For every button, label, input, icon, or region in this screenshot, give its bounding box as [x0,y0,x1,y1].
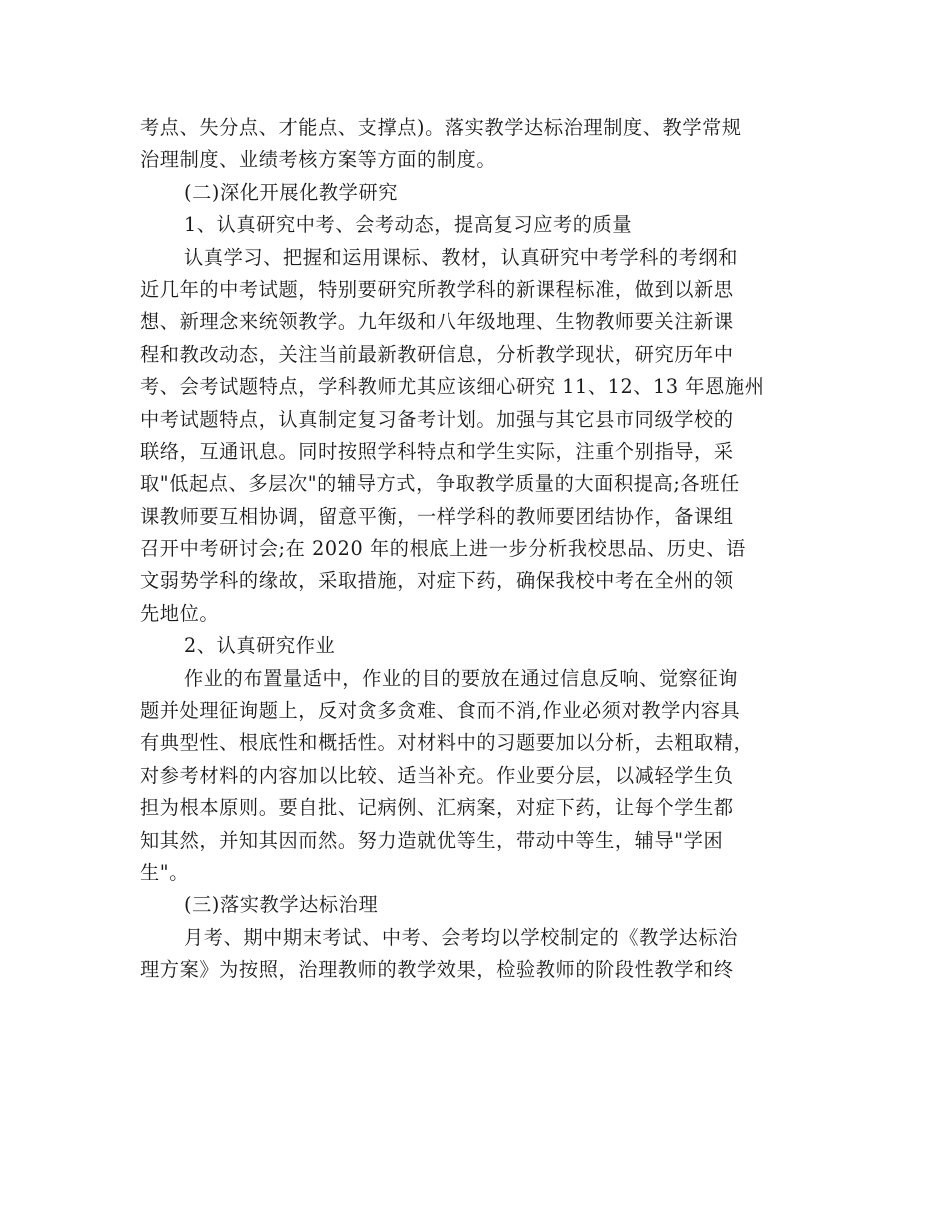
paragraph-first-line: 月考、期中期末考试、中考、会考均以学校制定的《教学达标治 [184,925,739,949]
text-line: 担为根本原则。要自批、记病例、汇病案，对症下药，让每个学生都 [140,796,734,820]
text-line: 联络，互通讯息。同时按照学科特点和学生实际，注重个别指导，采 [140,439,734,463]
section-heading: (二)深化开展化教学研究 [184,180,399,204]
text-line: 考、会考试题特点，学科教师尤其应该细心研究 11、12、13 年恩施州 [140,375,765,399]
text-line: 取"低起点、多层次"的辅导方式，争取教学质量的大面积提高;各班任 [140,472,740,496]
text-line: 有典型性、根底性和概括性。对材料中的习题要加以分析，去粗取精， [140,731,754,755]
text-line: 理方案》为按照，治理教师的教学效果，检验教师的阶段性教学和终 [140,958,734,982]
section-heading: (三)落实教学达标治理 [184,893,379,917]
document-body [140,112,820,987]
text-line: 召开中考研讨会;在 2020 年的根底上进一步分析我校思品、历史、语 [140,537,746,561]
text-line: 程和教改动态，关注当前最新教研信息，分析教学现状，研究历年中 [140,342,734,366]
text-line: 想、新理念来统领教学。九年级和八年级地理、生物教师要关注新课 [140,310,734,334]
subsection-heading: 1、认真研究中考、会考动态，提高复习应考的质量 [184,213,633,237]
text-line: 治理制度、业绩考核方案等方面的制度。 [140,148,497,172]
text-line: 文弱势学科的缘故，采取措施，对症下药，确保我校中考在全州的领 [140,569,734,593]
text-line: 中考试题特点，认真制定复习备考计划。加强与其它县市同级学校的 [140,407,734,431]
text-line: 课教师要互相协调，留意平衡，一样学科的教师要团结协作，备课组 [140,504,734,528]
subsection-heading: 2、认真研究作业 [184,634,336,658]
paragraph-first-line: 作业的布置量适中，作业的目的要放在通过信息反响、觉察征询 [184,666,739,690]
text-line: 先地位。 [140,601,220,625]
text-line: 对参考材料的内容加以比较、适当补充。作业要分层，以减轻学生负 [140,763,734,787]
text-line: 生"。 [140,860,190,884]
text-line: 题并处理征询题上，反对贪多贪难、食而不消,作业必须对教学内容具 [140,699,741,723]
paragraph-first-line: 认真学习、把握和运用课标、教材，认真研究中考学科的考纲和 [184,245,739,269]
text-line: 近几年的中考试题，特别要研究所教学科的新课程标准，做到以新思 [140,277,734,301]
text-line: 考点、失分点、才能点、支撑点)。落实教学达标治理制度、教学常规 [140,116,742,139]
text-line: 知其然，并知其因而然。努力造就优等生，带动中等生，辅导"学困 [140,828,724,852]
